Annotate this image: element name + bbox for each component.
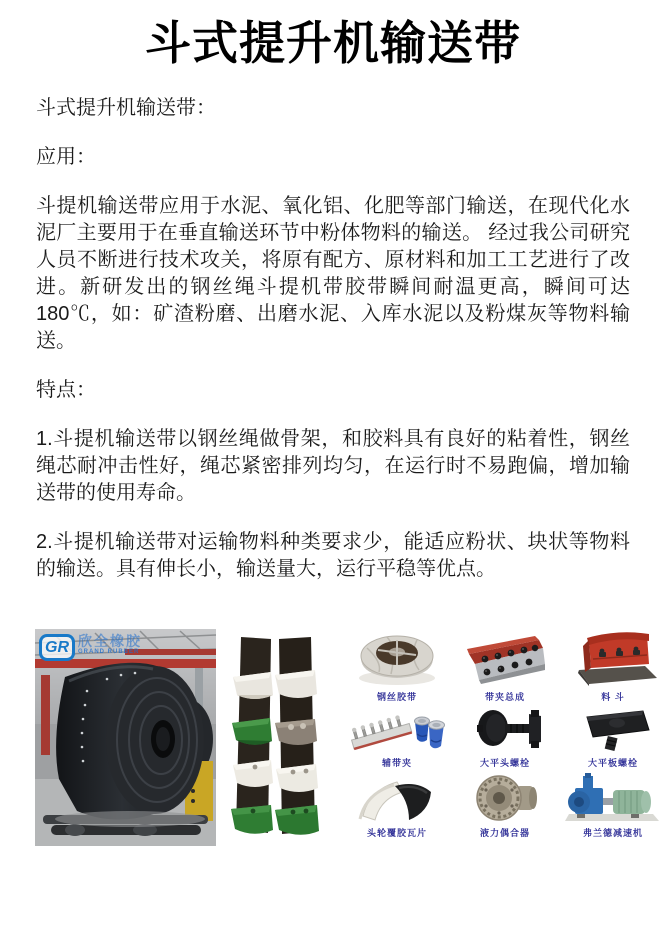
aux-belt-clamp-photo bbox=[344, 704, 450, 754]
factory-scene-illustration bbox=[35, 629, 216, 846]
feature-item-1: 1.斗提机输送带以钢丝绳做骨架，和胶料具有良好的粘着性，钢丝绳芯耐冲击性好，绳芯紧密排列均匀，在运行时不易跑偏，增加输送带的使用寿命。 bbox=[36, 428, 630, 505]
flender-reducer-photo bbox=[560, 772, 666, 824]
product-cell-steel-wire-belt bbox=[344, 629, 450, 707]
product-label: 弗兰德减速机 bbox=[582, 828, 643, 839]
product-cell-flat-head-bolt bbox=[452, 707, 558, 773]
intro-label: 斗式提升机输送带： bbox=[36, 97, 216, 120]
elevator-buckets-photo bbox=[221, 633, 336, 843]
flat-plate-bolt-photo bbox=[560, 704, 666, 754]
product-cell-flat-plate-bolt bbox=[560, 707, 666, 773]
product-label: 辅带夹 bbox=[381, 758, 412, 769]
page-title: 斗式提升机输送带 bbox=[145, 17, 521, 69]
hopper-photo bbox=[560, 628, 666, 688]
fluid-coupling-photo bbox=[452, 772, 558, 824]
belt-clamp-assembly-photo bbox=[452, 628, 558, 688]
product-image-gallery bbox=[35, 629, 666, 846]
application-paragraph: 斗提机输送带应用于水泥、氧化铝、化肥等部门输送，在现代化水泥厂主要用于在垂直输送环节中粉体物料的输送。 经过我公司研究人员不断进行技术攻关，将原有配方、原材料和加工工艺进行了改进。新研发出的钢丝绳斗提机带胶带瞬间耐温更高，瞬间可达180℃，如：矿渣粉磨、出磨水泥、入库水泥以及粉煤灰等物料输送。 bbox=[36, 195, 630, 353]
rubber-lagging-tile-photo bbox=[344, 772, 450, 824]
features-heading: 特点： bbox=[36, 379, 96, 402]
product-cell-belt-clamp-assembly bbox=[452, 629, 558, 707]
bucket-board-illustration bbox=[221, 633, 336, 843]
product-label: 头轮覆胶瓦片 bbox=[366, 828, 427, 839]
steel-wire-belt-photo bbox=[344, 628, 450, 688]
logo-name-cn: 欣全橡胶 bbox=[78, 633, 142, 650]
logo-gr-icon: GR bbox=[39, 634, 75, 661]
logo-name-en: GRAND RUBBER bbox=[78, 649, 140, 656]
flat-head-bolt-photo bbox=[452, 704, 558, 754]
description-body bbox=[0, 95, 666, 583]
product-cell-fluid-coupling bbox=[452, 773, 558, 843]
product-cell-rubber-lagging-tile bbox=[344, 773, 450, 843]
product-label: 钢丝胶带 bbox=[376, 692, 417, 703]
product-label: 料 斗 bbox=[601, 692, 625, 703]
feature-item-2: 2.斗提机输送带对运输物料种类要求少，能适应粉状、块状等物料的输送。具有伸长小，输送量大，运行平稳等优点。 bbox=[36, 531, 630, 581]
product-cell-hopper bbox=[560, 629, 666, 707]
product-label: 带夹总成 bbox=[484, 692, 525, 703]
accessory-grid bbox=[344, 629, 666, 843]
application-heading: 应用： bbox=[36, 146, 96, 169]
product-cell-aux-belt-clamp bbox=[344, 707, 450, 773]
factory-belt-roll-photo bbox=[35, 629, 216, 846]
company-logo bbox=[39, 634, 142, 661]
product-label: 大平板螺栓 bbox=[587, 758, 638, 769]
product-cell-flender-reducer bbox=[560, 773, 666, 843]
product-label: 液力偶合器 bbox=[479, 828, 530, 839]
product-label: 大平头螺栓 bbox=[479, 758, 530, 769]
